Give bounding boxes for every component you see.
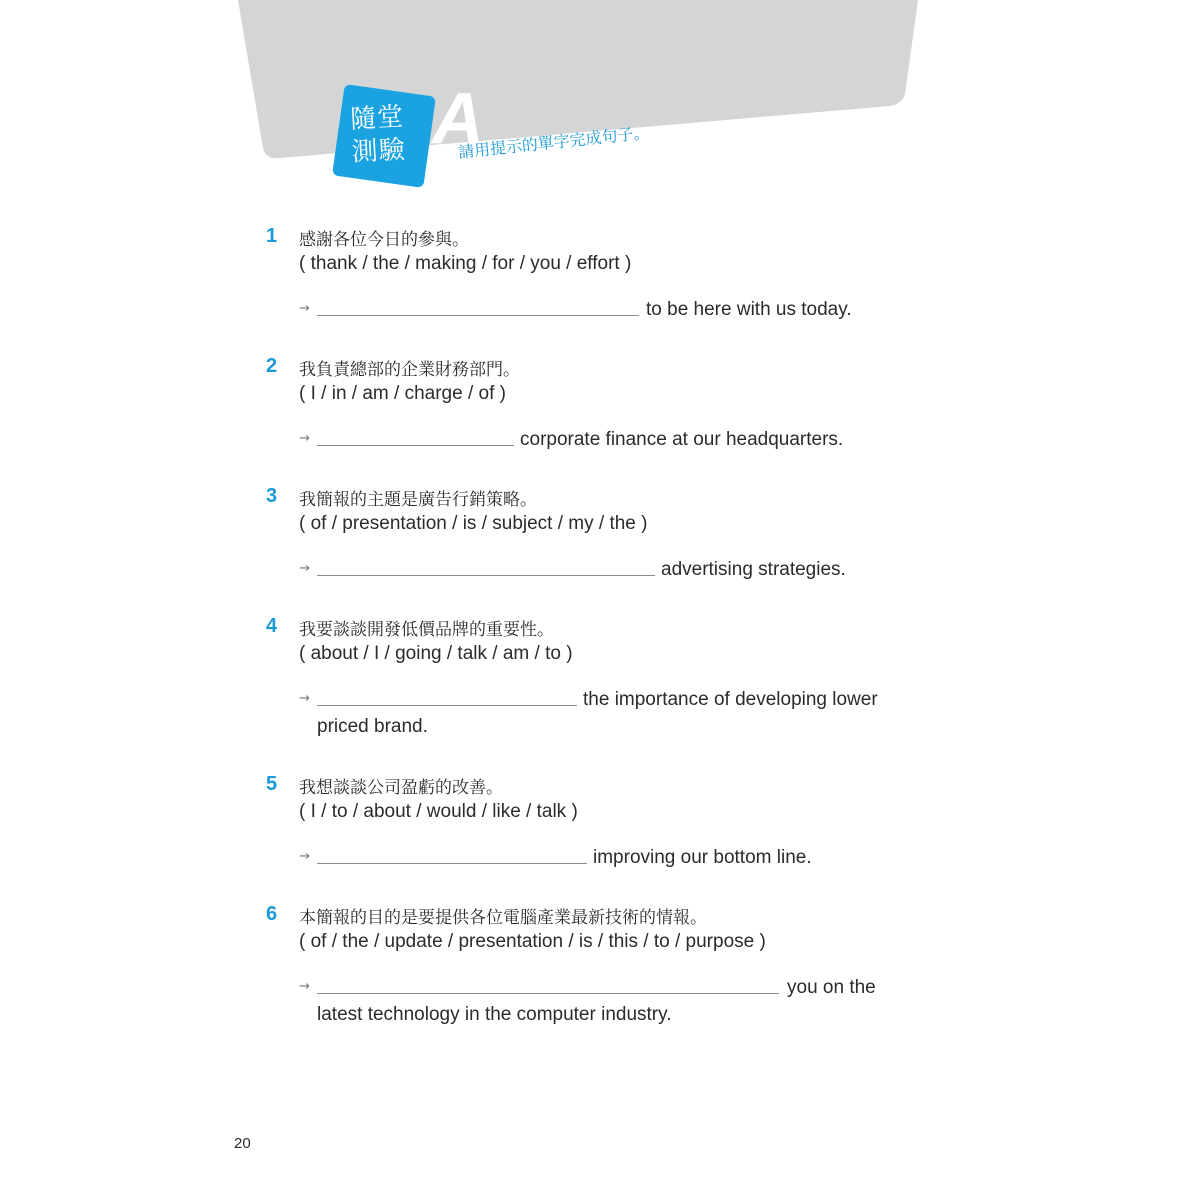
- word-hint: ( of / presentation / is / subject / my / the ): [299, 513, 648, 534]
- arrow-icon: →: [299, 691, 310, 706]
- answer-line: [299, 559, 919, 583]
- page-number: 20: [234, 1135, 251, 1152]
- answer-line: [299, 977, 919, 1001]
- arrow-icon: →: [299, 849, 310, 864]
- question-number: 2: [266, 355, 278, 377]
- arrow-icon: →: [299, 979, 310, 994]
- arrow-icon: →: [299, 431, 310, 446]
- question-number: 5: [266, 773, 278, 795]
- question-number: 4: [266, 615, 278, 637]
- question-4: [266, 615, 926, 745]
- word-hint: ( I / to / about / would / like / talk ): [299, 801, 578, 822]
- answer-line: [299, 429, 919, 453]
- answer-blank[interactable]: [317, 315, 639, 316]
- question-chinese: 我想談談公司盈虧的改善。: [299, 778, 503, 798]
- answer-suffix: corporate finance at our headquarters.: [520, 429, 844, 450]
- question-5: [266, 773, 926, 873]
- question-chinese: 感謝各位今日的參與。: [299, 230, 469, 250]
- question-1: [266, 225, 926, 325]
- question-chinese: 我要談談開發低價品牌的重要性。: [299, 620, 554, 640]
- badge-line-2: 測驗: [351, 135, 407, 168]
- answer-line: [299, 847, 919, 871]
- question-number: 3: [266, 485, 278, 507]
- answer-line: [299, 689, 919, 713]
- question-2: [266, 355, 926, 455]
- answer-suffix: to be here with us today.: [646, 299, 852, 320]
- answer-continuation: latest technology in the computer industry.: [317, 1004, 672, 1025]
- answer-blank[interactable]: [317, 575, 655, 576]
- quiz-badge-label: [349, 100, 422, 170]
- answer-suffix: the importance of developing lower: [583, 689, 878, 710]
- question-6: [266, 903, 926, 1033]
- section-letter: A: [432, 79, 484, 159]
- question-chinese: 我負責總部的企業財務部門。: [299, 360, 520, 380]
- badge-line-1: 隨堂: [349, 102, 405, 135]
- answer-blank[interactable]: [317, 705, 577, 706]
- question-chinese: 我簡報的主題是廣告行銷策略。: [299, 490, 537, 510]
- answer-blank[interactable]: [317, 863, 587, 864]
- answer-blank[interactable]: [317, 445, 514, 446]
- header-banner: [0, 0, 1200, 200]
- instruction-text: 請用提示的單字完成句子。: [457, 122, 651, 162]
- answer-continuation: priced brand.: [317, 716, 428, 737]
- answer-blank[interactable]: [317, 993, 779, 994]
- answer-suffix: improving our bottom line.: [593, 847, 812, 868]
- word-hint: ( about / I / going / talk / am / to ): [299, 643, 573, 664]
- answer-suffix: you on the: [787, 977, 876, 998]
- question-number: 6: [266, 903, 278, 925]
- question-number: 1: [266, 225, 278, 247]
- answer-suffix: advertising strategies.: [661, 559, 846, 580]
- word-hint: ( I / in / am / charge / of ): [299, 383, 506, 404]
- answer-line: [299, 299, 919, 323]
- arrow-icon: →: [299, 561, 310, 576]
- word-hint: ( of / the / update / presentation / is / this / to / purpose ): [299, 931, 766, 952]
- arrow-icon: →: [299, 301, 310, 316]
- word-hint: ( thank / the / making / for / you / effort ): [299, 253, 632, 274]
- question-chinese: 本簡報的目的是要提供各位電腦產業最新技術的情報。: [299, 908, 707, 928]
- question-3: [266, 485, 926, 585]
